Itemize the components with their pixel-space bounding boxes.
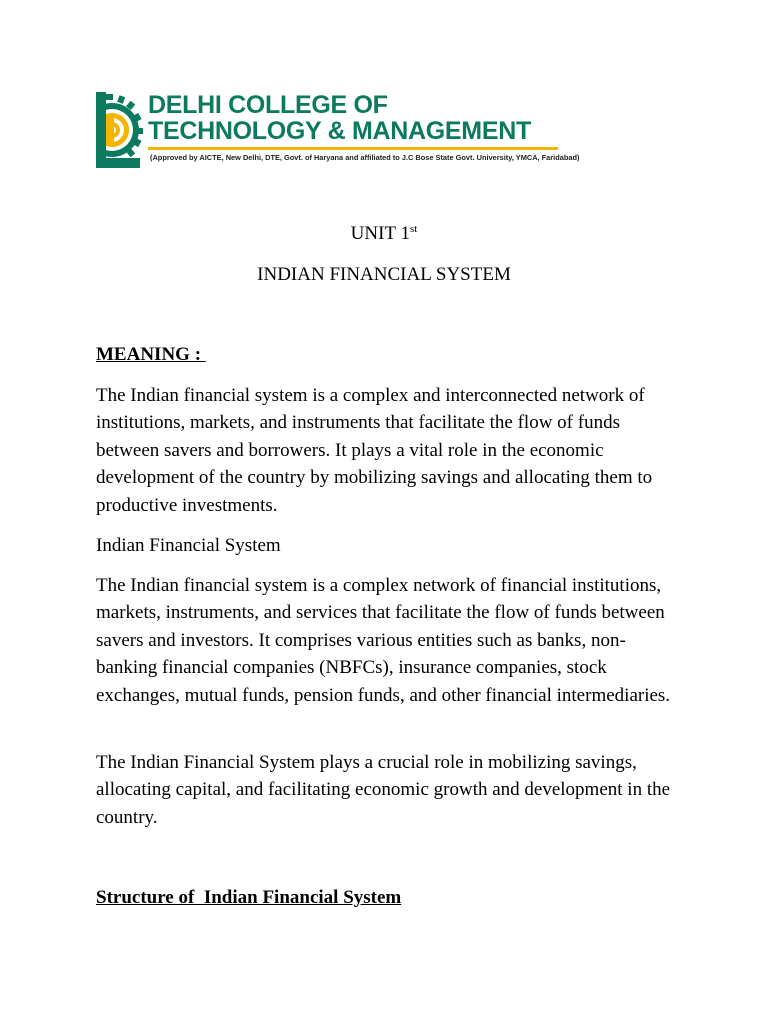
college-logo: [96, 91, 580, 170]
paragraph-definition: The Indian financial system is a complex network of financial institutions, markets, instruments, and services that facilitate the flow of funds between savers and investors. It comprises various entities such as banks, non-banking financial companies (NBFCs), insurance companies, stock exchanges, mutual funds, pension funds, and other financial intermediaries.: [96, 575, 671, 706]
structure-heading: Structure of Indian Financial System: [96, 887, 402, 908]
gear-emblem-icon: [96, 92, 144, 168]
paragraph-meaning: The Indian financial system is a complex and interconnected network of institutions, markets, and instruments that facilitate the flow of funds between savers and borrowers. It plays a vital role in the economic development of the country by mobilizing savings and allocating them to productive investments.: [96, 385, 653, 516]
unit-superscript: st: [409, 223, 418, 235]
paragraph-role: The Indian Financial System plays a crucial role in mobilizing savings, allocating capital, and facilitating economic growth and development in the country.: [96, 752, 671, 828]
meaning-heading: MEANING :: [96, 344, 206, 365]
logo-title-line1: DELHI COLLEGE OF: [148, 91, 388, 119]
unit-heading: [0, 222, 768, 246]
logo-underline: [148, 147, 558, 150]
paragraph-subtitle: Indian Financial System: [96, 535, 281, 556]
document-title: INDIAN FINANCIAL SYSTEM: [257, 264, 511, 285]
logo-title-line2: TECHNOLOGY & MANAGEMENT: [148, 117, 531, 145]
unit-label: UNIT 1: [350, 223, 410, 244]
logo-subtitle: (Approved by AICTE, New Delhi, DTE, Govt. of Haryana and affiliated to J.C Bose State Govt. University, YMCA, Faridabad): [150, 153, 580, 162]
